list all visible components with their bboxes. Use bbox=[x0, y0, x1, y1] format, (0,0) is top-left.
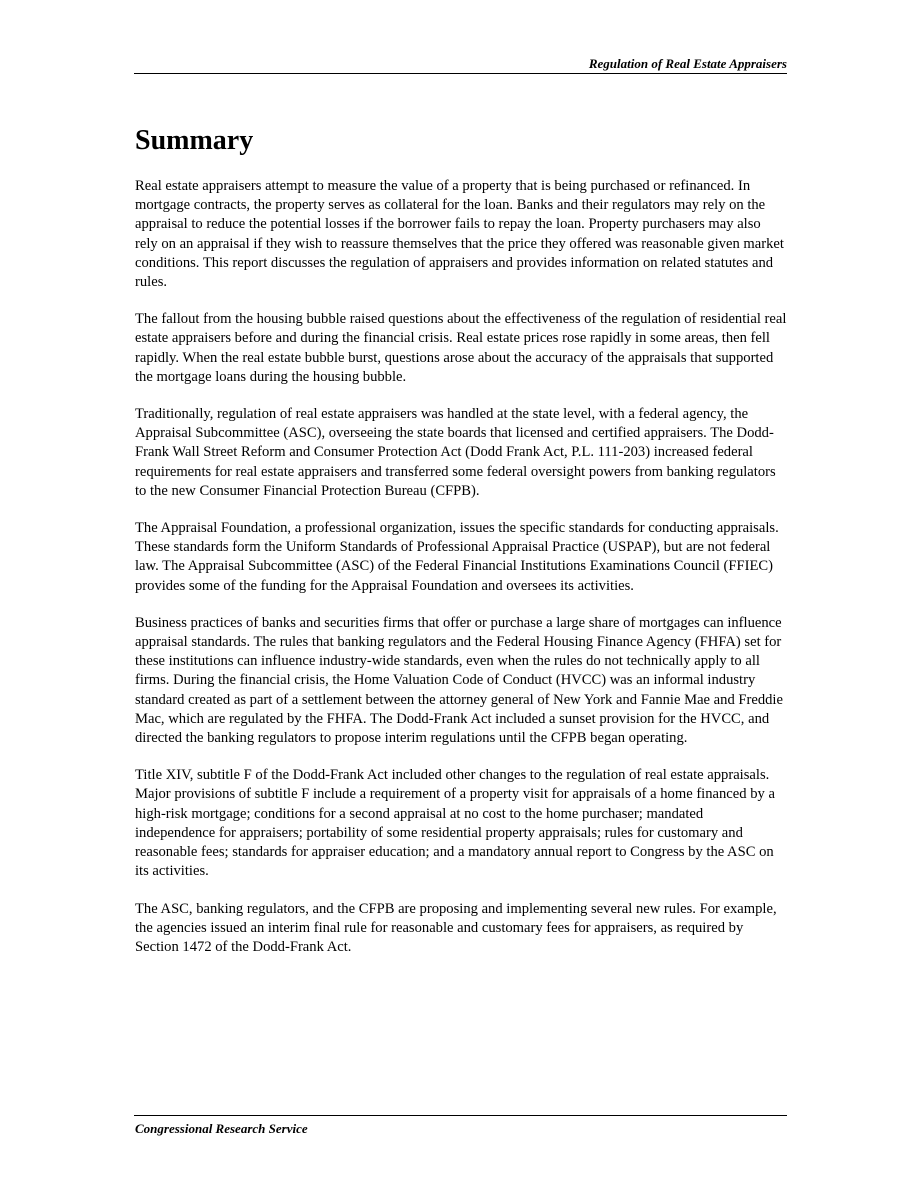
running-footer: Congressional Research Service bbox=[135, 1121, 308, 1136]
paragraph-2: The fallout from the housing bubble raised questions about the effectiveness of the regulation of residential real estate appraisers before and during the financial crisis. Real estate prices rose rapidly in some areas, then fell rapidly. When the real estate bubble burst, questions arose about the accuracy of the appraisals that supported the mortgage loans during the housing bubble. bbox=[135, 311, 787, 385]
paragraph-4: The Appraisal Foundation, a professional organization, issues the specific standards for conducting appraisals. These standards form the Uniform Standards of Professional Appraisal Practice (USPAP), but are not federal law. The Appraisal Subcommittee (ASC) of the Federal Financial Institutions Examinations Council (FFIEC) provides some of the funding for the Appraisal Foundation and oversees its activities. bbox=[135, 520, 779, 594]
paragraph-6: Title XIV, subtitle F of the Dodd-Frank Act included other changes to the regulation of real estate appraisals. Major provisions of subtitle F include a requirement of a property visit for appraisals of a home financed by a high-risk mortgage; conditions for a second appraisal at no cost to the home purchaser; mandated independence for appraisers; portability of some residential property appraisals; rules for customary and reasonable fees; standards for appraiser education; and a mandatory annual report to Congress by the ASC on its activities. bbox=[135, 767, 775, 880]
page-title: Summary bbox=[135, 125, 254, 156]
summary-body bbox=[135, 177, 787, 975]
paragraph-5: Business practices of banks and securities firms that offer or purchase a large share of mortgages can influence appraisal standards. The rules that banking regulators and the Federal Housing Finance Agency (FHFA) set for these institutions can influence industry-wide standards, even when the rules do not technically apply to all firms. During the financial crisis, the Home Valuation Code of Conduct (HVCC) was an informal industry standard created as part of a settlement between the attorney general of New York and Fannie Mae and Freddie Mac, which are regulated by the FHFA. The Dodd-Frank Act included a sunset provision for the HVCC, and directed the banking regulators to propose interim regulations until the CFPB began operating. bbox=[135, 614, 783, 747]
header-divider bbox=[134, 73, 787, 74]
paragraph-1: Real estate appraisers attempt to measure the value of a property that is being purchased or refinanced. In mortgage contracts, the property serves as collateral for the loan. Banks and their regulators may rely on the appraisal to reduce the potential losses if the borrower fails to repay the loan. Property purchasers may also rely on an appraisal if they wish to reassure themselves that the price they offered was reasonable given market conditions. This report discusses the regulation of appraisers and provides information on related statutes and rules. bbox=[135, 178, 784, 291]
footer-divider bbox=[134, 1115, 787, 1116]
running-header: Regulation of Real Estate Appraisers bbox=[588, 56, 787, 71]
paragraph-3: Traditionally, regulation of real estate appraisers was handled at the state level, with a federal agency, the Appraisal Subcommittee (ASC), overseeing the state boards that licensed and certified appraisers. The Dodd-Frank Wall Street Reform and Consumer Protection Act (Dodd Frank Act, P.L. 111-203) increased federal requirements for real estate appraisers and transferred some federal oversight powers from banking regulators to the new Consumer Financial Protection Bureau (CFPB). bbox=[135, 406, 776, 499]
paragraph-7: The ASC, banking regulators, and the CFPB are proposing and implementing several new rules. For example, the agencies issued an interim final rule for reasonable and customary fees for appraisers, as required by Section 1472 of the Dodd-Frank Act. bbox=[135, 900, 777, 955]
